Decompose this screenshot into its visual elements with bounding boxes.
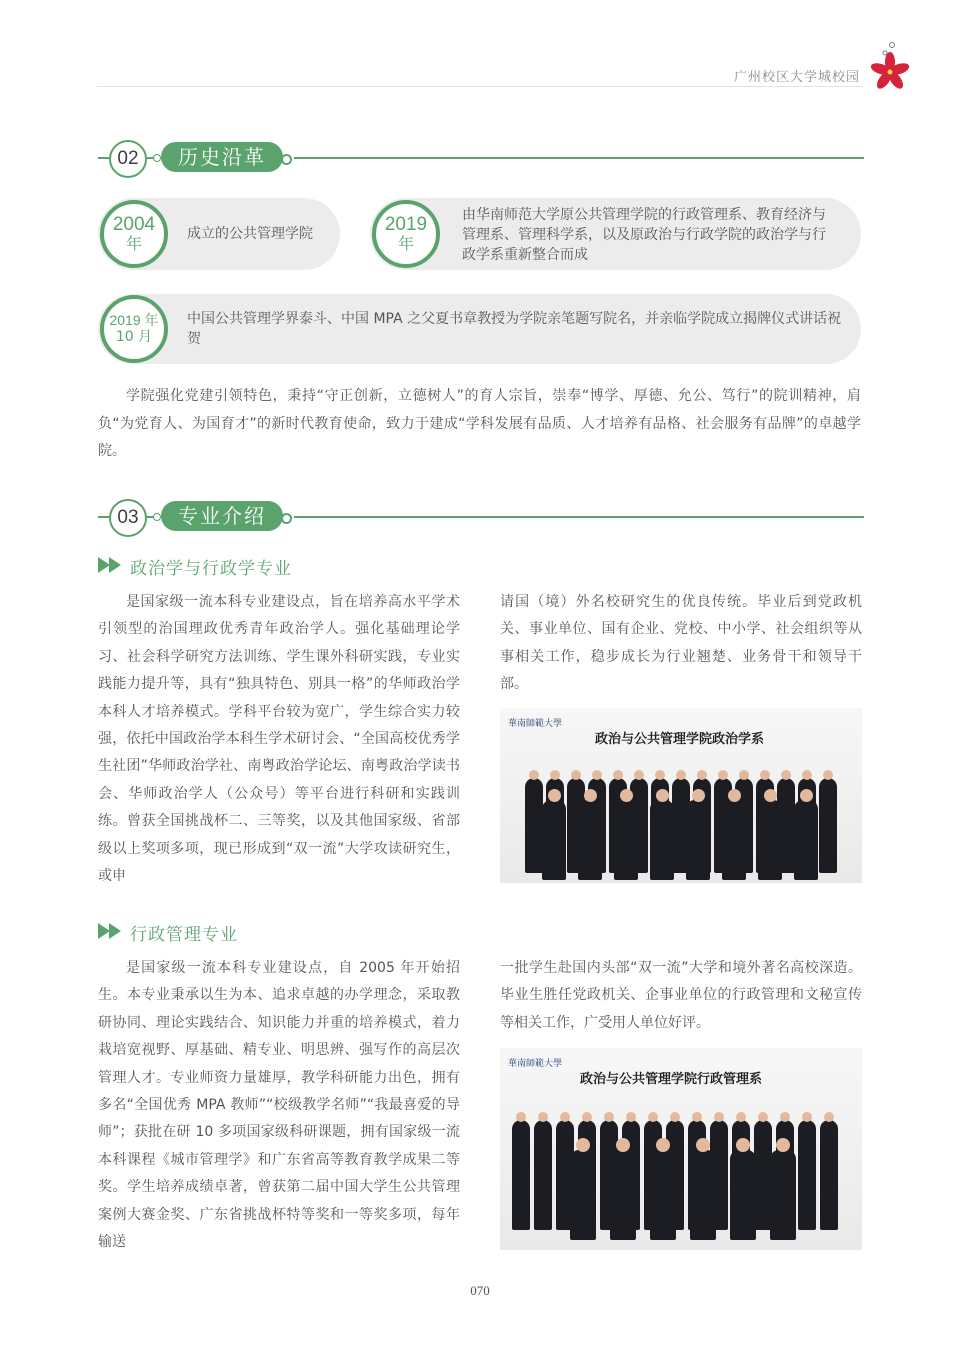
major-text-right: 请国（境）外名校研究生的优良传统。毕业后到党政机关、事业单位、国有企业、党校、中小学、社会组织等从事相关工作，稳步成长为行业翘楚、业务骨干和领导干部。 <box>500 594 862 693</box>
person-head <box>656 789 669 802</box>
person-head <box>781 770 791 780</box>
page-number: 070 <box>470 1283 490 1298</box>
section-number: 03 <box>109 499 147 537</box>
person-head <box>550 770 560 780</box>
section-title: 历史沿革 <box>161 142 283 172</box>
person-head <box>516 1112 526 1122</box>
person-head <box>728 789 741 802</box>
timeline-item <box>370 198 861 270</box>
major-heading <box>98 920 398 945</box>
person-head <box>613 770 623 780</box>
person-head <box>692 789 705 802</box>
person-head <box>648 1112 658 1122</box>
person-figure <box>570 1150 596 1240</box>
major-text-left: 是国家级一流本科专业建设点，旨在培养高水平学术引领型的治国理政优秀青年政治学人。强化基础理论学习、社会科学研究方法训练、学生课外科研实践，专业实践能力提升等，具有“独具特色、别具一格”的华师政治学本科人才培养模式。学科平台较为宽广，学生综合实力较强，依托中国政治学本科生学术研讨会、“全国高校优秀学生社团”华师政治学社、南粤政治学论坛、南粤政治学读书会、华师政治学人（公众号）等平台进行科研和实践训练。曾获全国挑战杯二、三等奖，以及其他国家级、省部级以上奖项多项，现已形成到“双一流”大学攻读研究生，或申 <box>98 594 460 885</box>
person-figure <box>690 1150 716 1240</box>
person-head <box>736 1112 746 1122</box>
person-figure <box>614 800 638 880</box>
person-head <box>670 1112 680 1122</box>
history-paragraph: 学院强化党建引领特色，秉持“守正创新，立德树人”的育人宗旨，崇奉“博学、厚德、允公、笃行”的院训精神，肩负“为党育人、为国育才”的新时代教育使命，致力于建成“学科发展有品质、人才培养有品格、社会服务有品牌”的卓越学院。 <box>98 388 861 459</box>
university-logo: 華南師範大學 <box>508 1059 563 1069</box>
major-title: 行政管理专业 <box>130 925 238 945</box>
person-figure <box>525 778 543 873</box>
person-head <box>548 789 561 802</box>
year-badge: 2004 年 <box>100 200 168 268</box>
person-figure <box>542 800 566 880</box>
person-figure <box>798 1120 816 1230</box>
person-figure <box>578 800 602 880</box>
timeline-text: 成立的公共管理学院 <box>187 226 313 242</box>
person-head <box>736 1138 750 1152</box>
person-figure <box>534 1120 552 1230</box>
person-figure <box>610 1150 636 1240</box>
person-head <box>692 1112 702 1122</box>
running-header: 广州校区大学城校园 <box>733 70 860 85</box>
group-photo <box>500 1048 862 1250</box>
person-figure <box>794 800 818 880</box>
photo-caption: 政治与公共管理学院政治学系 <box>595 732 765 747</box>
year-badge: 2019 年 <box>372 200 440 268</box>
major-title: 政治学与行政学专业 <box>130 559 292 579</box>
person-head <box>676 770 686 780</box>
person-figure <box>770 1150 796 1240</box>
header-rule <box>97 86 863 87</box>
photo-caption: 政治与公共管理学院行政管理系 <box>580 1072 763 1087</box>
person-figure <box>819 778 837 873</box>
timeline-item <box>98 294 861 364</box>
section-number: 02 <box>109 140 147 178</box>
timeline-text: 由华南师范大学原公共管理学院的行政管理系、教育经济与管理系、管理科学系，以及原政治与行政学院的政治学与行政学系重新整合而成 <box>462 207 826 263</box>
major-text-left: 是国家级一流本科专业建设点，自 2005 年开始招生。本专业秉承以生为本、追求卓越的办学理念，采取教研协同、理论实践结合、知识能力并重的培养模式，着力栽培宽视野、厚基础、精专业、明思辨、强写作的高层次管理人才。专业师资力量雄厚，教学科研能力出色，拥有多名“全国优秀 MPA 教师”“校级教学名师”“我最喜爱的导师”；获批在研 10 多项国家级科研课题，拥有国家级一流本科课程《城市管理学》和广东省高等教育教学成果二等奖。学生培养成绩卓著，曾获第二届中国大学生公共管理案例大赛金奖、广东省挑战杯特等奖和一等奖多项，每年输送 <box>98 960 460 1251</box>
person-head <box>538 1112 548 1122</box>
person-head <box>620 789 633 802</box>
timeline-text: 中国公共管理学界泰斗、中国 MPA 之父夏书章教授为学院亲笔题写院名，并亲临学院成立揭牌仪式讲话祝贺 <box>187 311 842 347</box>
person-head <box>824 1112 834 1122</box>
person-head <box>582 1112 592 1122</box>
person-head <box>718 770 728 780</box>
person-head <box>560 1112 570 1122</box>
person-head <box>697 770 707 780</box>
section-header-history <box>98 140 864 176</box>
person-figure <box>686 800 710 880</box>
university-logo: 華南師範大學 <box>508 719 563 729</box>
person-figure <box>820 1120 838 1230</box>
person-head <box>571 770 581 780</box>
arrow-icon <box>109 557 121 573</box>
person-head <box>739 770 749 780</box>
person-head <box>760 770 770 780</box>
person-head <box>758 1112 768 1122</box>
person-head <box>626 1112 636 1122</box>
group-photo <box>500 708 862 883</box>
person-figure <box>730 1150 756 1240</box>
person-head <box>655 770 665 780</box>
major-heading <box>98 554 398 579</box>
person-head <box>802 1112 812 1122</box>
person-head <box>616 1138 630 1152</box>
person-head <box>604 1112 614 1122</box>
person-head <box>800 789 813 802</box>
person-head <box>764 789 777 802</box>
person-head <box>823 770 833 780</box>
flower-icon <box>866 40 912 92</box>
person-head <box>780 1112 790 1122</box>
section-header-majors <box>98 499 864 535</box>
person-head <box>584 789 597 802</box>
year-badge: 2019 年 10 月 <box>100 295 168 363</box>
section-title: 专业介绍 <box>161 501 283 531</box>
person-head <box>656 1138 670 1152</box>
person-figure <box>758 800 782 880</box>
person-head <box>529 770 539 780</box>
person-figure <box>722 800 746 880</box>
person-figure <box>650 800 674 880</box>
person-head <box>696 1138 710 1152</box>
person-head <box>776 1138 790 1152</box>
major-text-right: 一批学生赴国内头部“双一流”大学和境外著名高校深造。毕业生胜任党政机关、企事业单位的行政管理和文秘宣传等相关工作，广受用人单位好评。 <box>500 960 862 1031</box>
person-head <box>592 770 602 780</box>
timeline-item <box>98 198 340 270</box>
person-head <box>802 770 812 780</box>
person-head <box>714 1112 724 1122</box>
person-head <box>634 770 644 780</box>
person-head <box>576 1138 590 1152</box>
person-figure <box>512 1120 530 1230</box>
person-figure <box>650 1150 676 1240</box>
arrow-icon <box>109 923 121 939</box>
